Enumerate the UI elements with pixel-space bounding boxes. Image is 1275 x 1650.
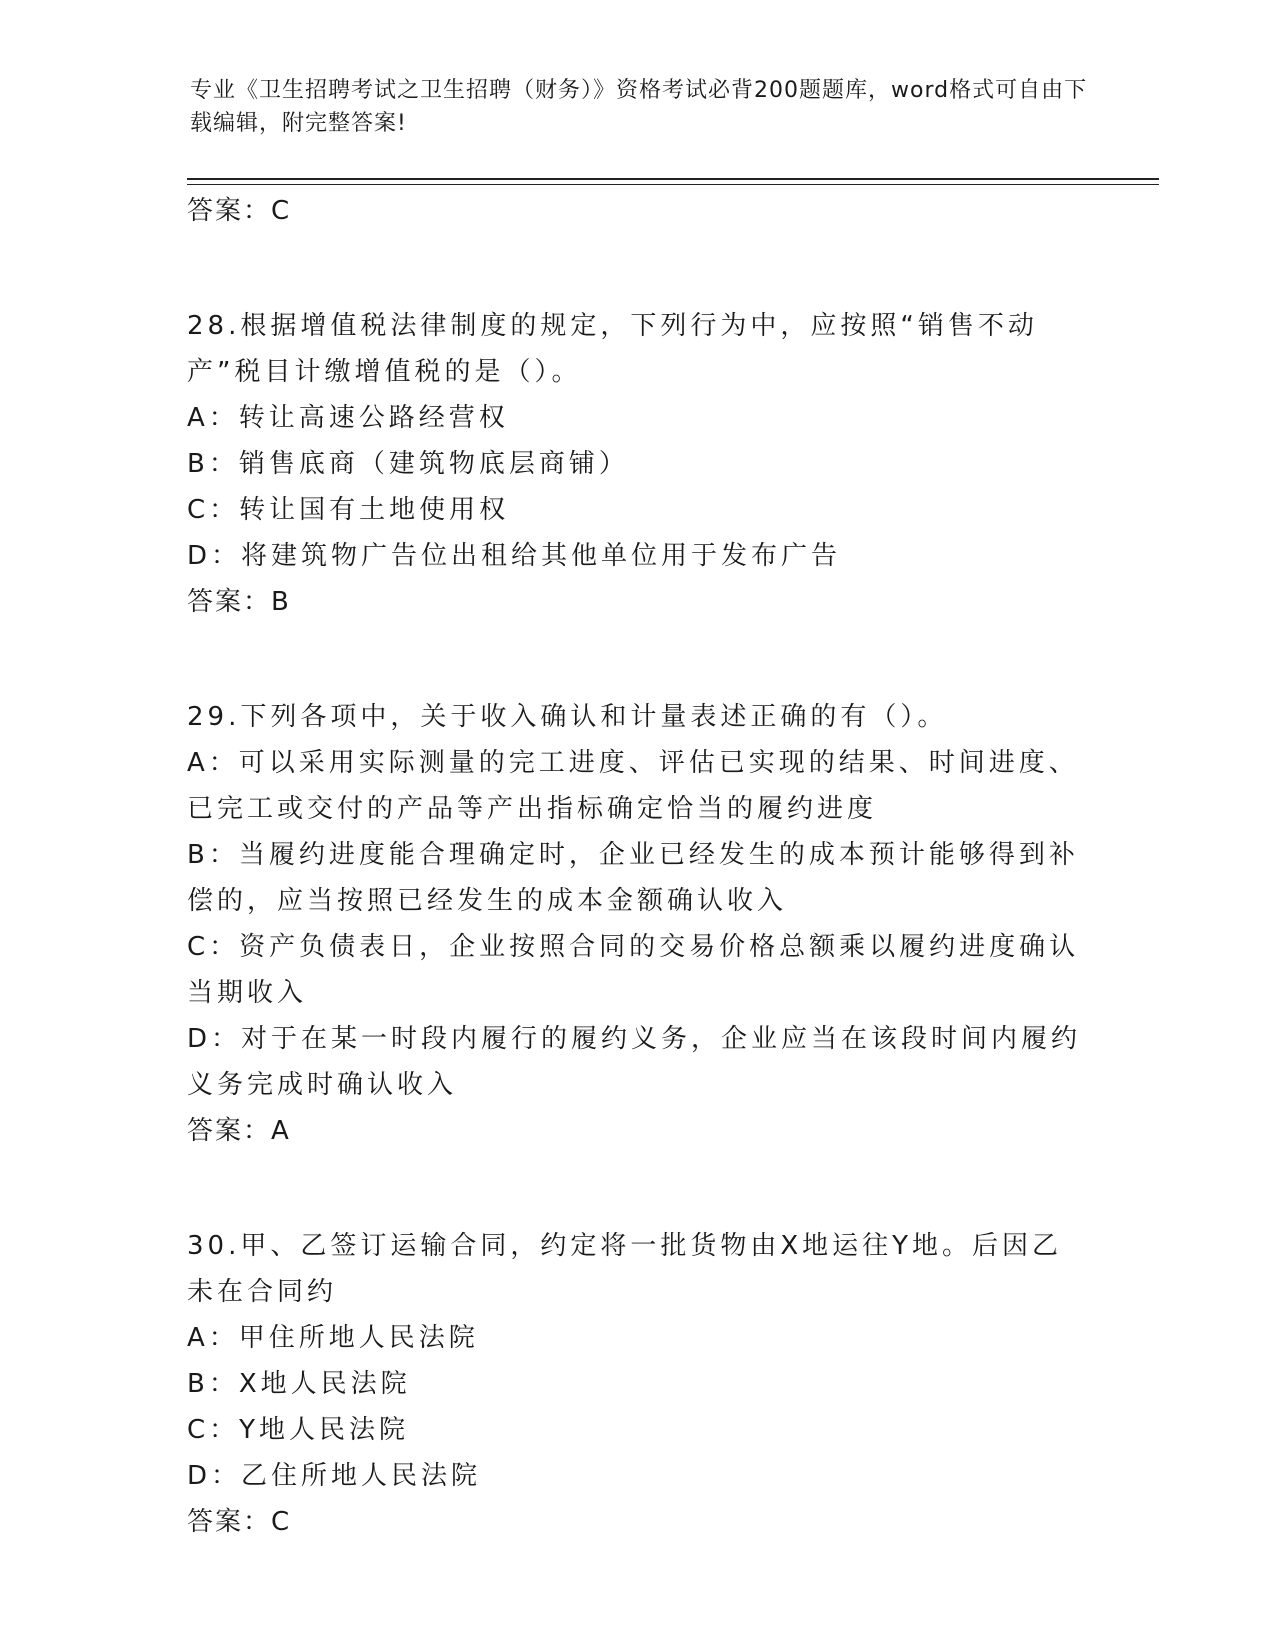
- question-stem: 29.下列各项中，关于收入确认和计量表述正确的有（）。: [187, 702, 948, 732]
- option-d: D：将建筑物广告位出租给其他单位用于发布广告: [187, 541, 842, 571]
- document-body: [187, 188, 1087, 1545]
- option-a: A：甲住所地人民法院: [187, 1323, 479, 1353]
- option-a: A：可以采用实际测量的完工进度、评估已实现的结果、时间进度、已完工或交付的产品等产出指标确定恰当的履约进度: [187, 748, 1079, 824]
- question-30: [187, 1223, 1087, 1545]
- option-c: C：转让国有土地使用权: [187, 495, 510, 525]
- option-b: B：X地人民法院: [187, 1369, 411, 1399]
- answer-line: 答案：A: [187, 1116, 291, 1146]
- previous-answer: 答案：C: [187, 196, 292, 226]
- question-28: [187, 303, 1087, 625]
- spacer: [187, 625, 1087, 694]
- answer-line: 答案：C: [187, 1507, 292, 1537]
- spacer: [187, 234, 1087, 303]
- option-b: B：当履约进度能合理确定时，企业已经发生的成本预计能够得到补偿的，应当按照已经发生的成本金额确认收入: [187, 840, 1079, 916]
- option-d: D：对于在某一时段内履行的履约义务，企业应当在该段时间内履约义务完成时确认收入: [187, 1024, 1082, 1100]
- header-divider: [187, 178, 1159, 185]
- option-c: C：资产负债表日，企业按照合同的交易价格总额乘以履约进度确认当期收入: [187, 932, 1080, 1008]
- answer-line: 答案：B: [187, 587, 291, 617]
- question-stem: 30.甲、乙签订运输合同，约定将一批货物由X地运往Y地。后因乙未在合同约: [187, 1231, 1063, 1307]
- document-header: 专业《卫生招聘考试之卫生招聘（财务）》资格考试必背200题题库，word格式可自由下载编辑，附完整答案!: [190, 78, 1088, 136]
- question-29: [187, 694, 1087, 1154]
- spacer: [187, 1154, 1087, 1223]
- question-stem: 28.根据增值税法律制度的规定，下列行为中，应按照“销售不动产”税目计缴增值税的是（）。: [187, 311, 1038, 387]
- option-b: B：销售底商（建筑物底层商铺）: [187, 449, 629, 479]
- option-a: A：转让高速公路经营权: [187, 403, 509, 433]
- option-d: D：乙住所地人民法院: [187, 1461, 482, 1491]
- option-c: C：Y地人民法院: [187, 1415, 410, 1445]
